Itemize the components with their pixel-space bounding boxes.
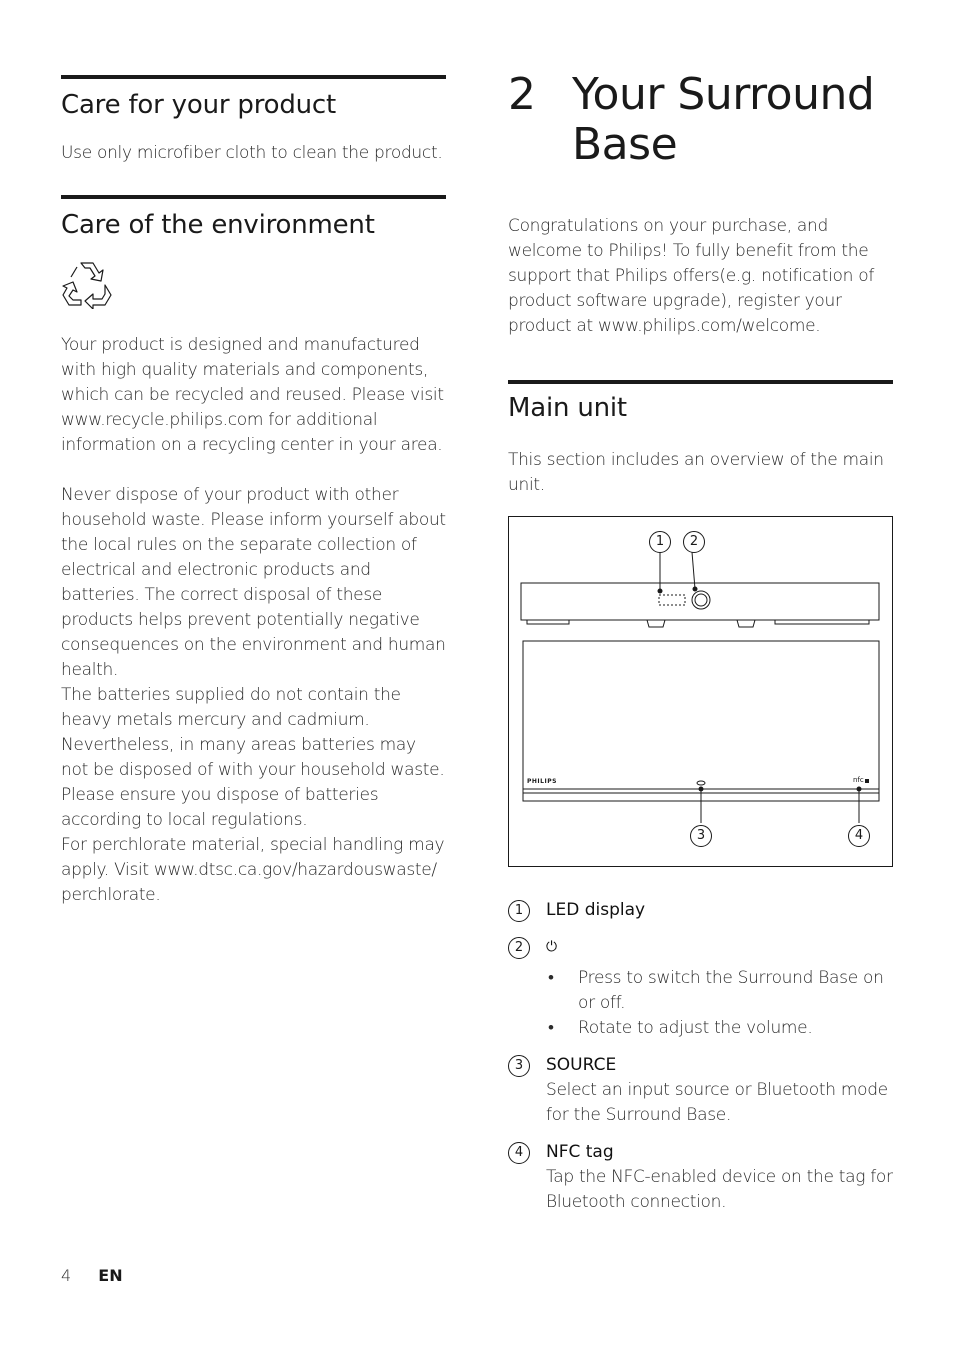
main-unit-text: This section includes an overview of the main unit. <box>508 450 884 495</box>
section-rule <box>61 195 446 199</box>
bullet-list <box>508 966 893 1041</box>
power-icon: ⏻ <box>546 939 558 955</box>
nfc-label: nfc <box>853 776 864 784</box>
environment-paragraph: The batteries supplied do not contain the heavy metals mercury and cadmium. Nevertheless, in many areas batteries may not be disposed of with your household waste. Please ensure you dispose of batteries according to local regulations. <box>61 685 445 830</box>
brand-logo: PHILIPS <box>527 778 557 785</box>
device-drawing <box>509 517 892 866</box>
bullet-item: • Rotate to adjust the volume. <box>546 1016 893 1041</box>
page-footer <box>61 1266 123 1285</box>
environment-paragraph: Your product is designed and manufactured with high quality materials and components, which can be recycled and reused. Please visit www.recycle.philips.com for additional information on a recycling center in your area. <box>61 335 444 455</box>
main-unit-diagram <box>508 516 893 867</box>
chapter-heading <box>508 70 893 170</box>
section-rule <box>61 75 446 79</box>
environment-paragraph: For perchlorate material, special handling may apply. Visit www.dtsc.ca.gov/hazardouswaste/ perchlorate. <box>61 835 445 905</box>
item-title: NFC tag <box>546 1142 614 1162</box>
recycle-icon <box>61 259 113 309</box>
chapter-title: Your Surround Base <box>572 69 875 170</box>
main-unit-heading: Main unit <box>508 393 627 423</box>
callout-1: 1 <box>649 531 671 553</box>
environment-paragraph: Never dispose of your product with other household waste. Please inform yourself about the local rules on the separate collection of electrical and electronic products and batteries. The correct disposal of these products helps prevent potentially negative consequences on the environment and human health. <box>61 485 446 680</box>
list-item <box>508 935 893 1041</box>
item-number: 2 <box>508 937 530 959</box>
component-list <box>508 898 893 1215</box>
intro-text: Congratulations on your purchase, and welcome to Philips! To fully benefit from the support that Philips offers(e.g. notification of product software upgrade), register your product at www.philips.com/welcome. <box>508 216 875 336</box>
list-item <box>508 898 893 923</box>
chapter-number: 2 <box>508 69 536 120</box>
item-number: 4 <box>508 1142 530 1164</box>
page-number: 4 <box>61 1266 72 1285</box>
item-title: LED display <box>546 900 646 920</box>
bullet-item: • Press to switch the Surround Base on or off. <box>546 966 893 1016</box>
care-product-text: Use only microfiber cloth to clean the product. <box>61 143 443 163</box>
section-rule <box>508 380 893 384</box>
callout-4: 4 <box>848 825 870 847</box>
left-column <box>61 75 446 908</box>
item-number: 1 <box>508 900 530 922</box>
item-description: Tap the NFC-enabled device on the tag for Bluetooth connection. <box>546 1167 893 1212</box>
list-item <box>508 1140 893 1215</box>
callout-3: 3 <box>690 825 712 847</box>
care-product-heading: Care for your product <box>61 90 337 120</box>
item-description: Select an input source or Bluetooth mode for the Surround Base. <box>546 1080 888 1125</box>
language-code: EN <box>98 1266 123 1285</box>
item-title: SOURCE <box>546 1055 617 1075</box>
right-column <box>508 69 893 1212</box>
care-environment-heading: Care of the environment <box>61 210 375 240</box>
list-item <box>508 1053 893 1128</box>
callout-2: 2 <box>683 531 705 553</box>
item-number: 3 <box>508 1055 530 1077</box>
